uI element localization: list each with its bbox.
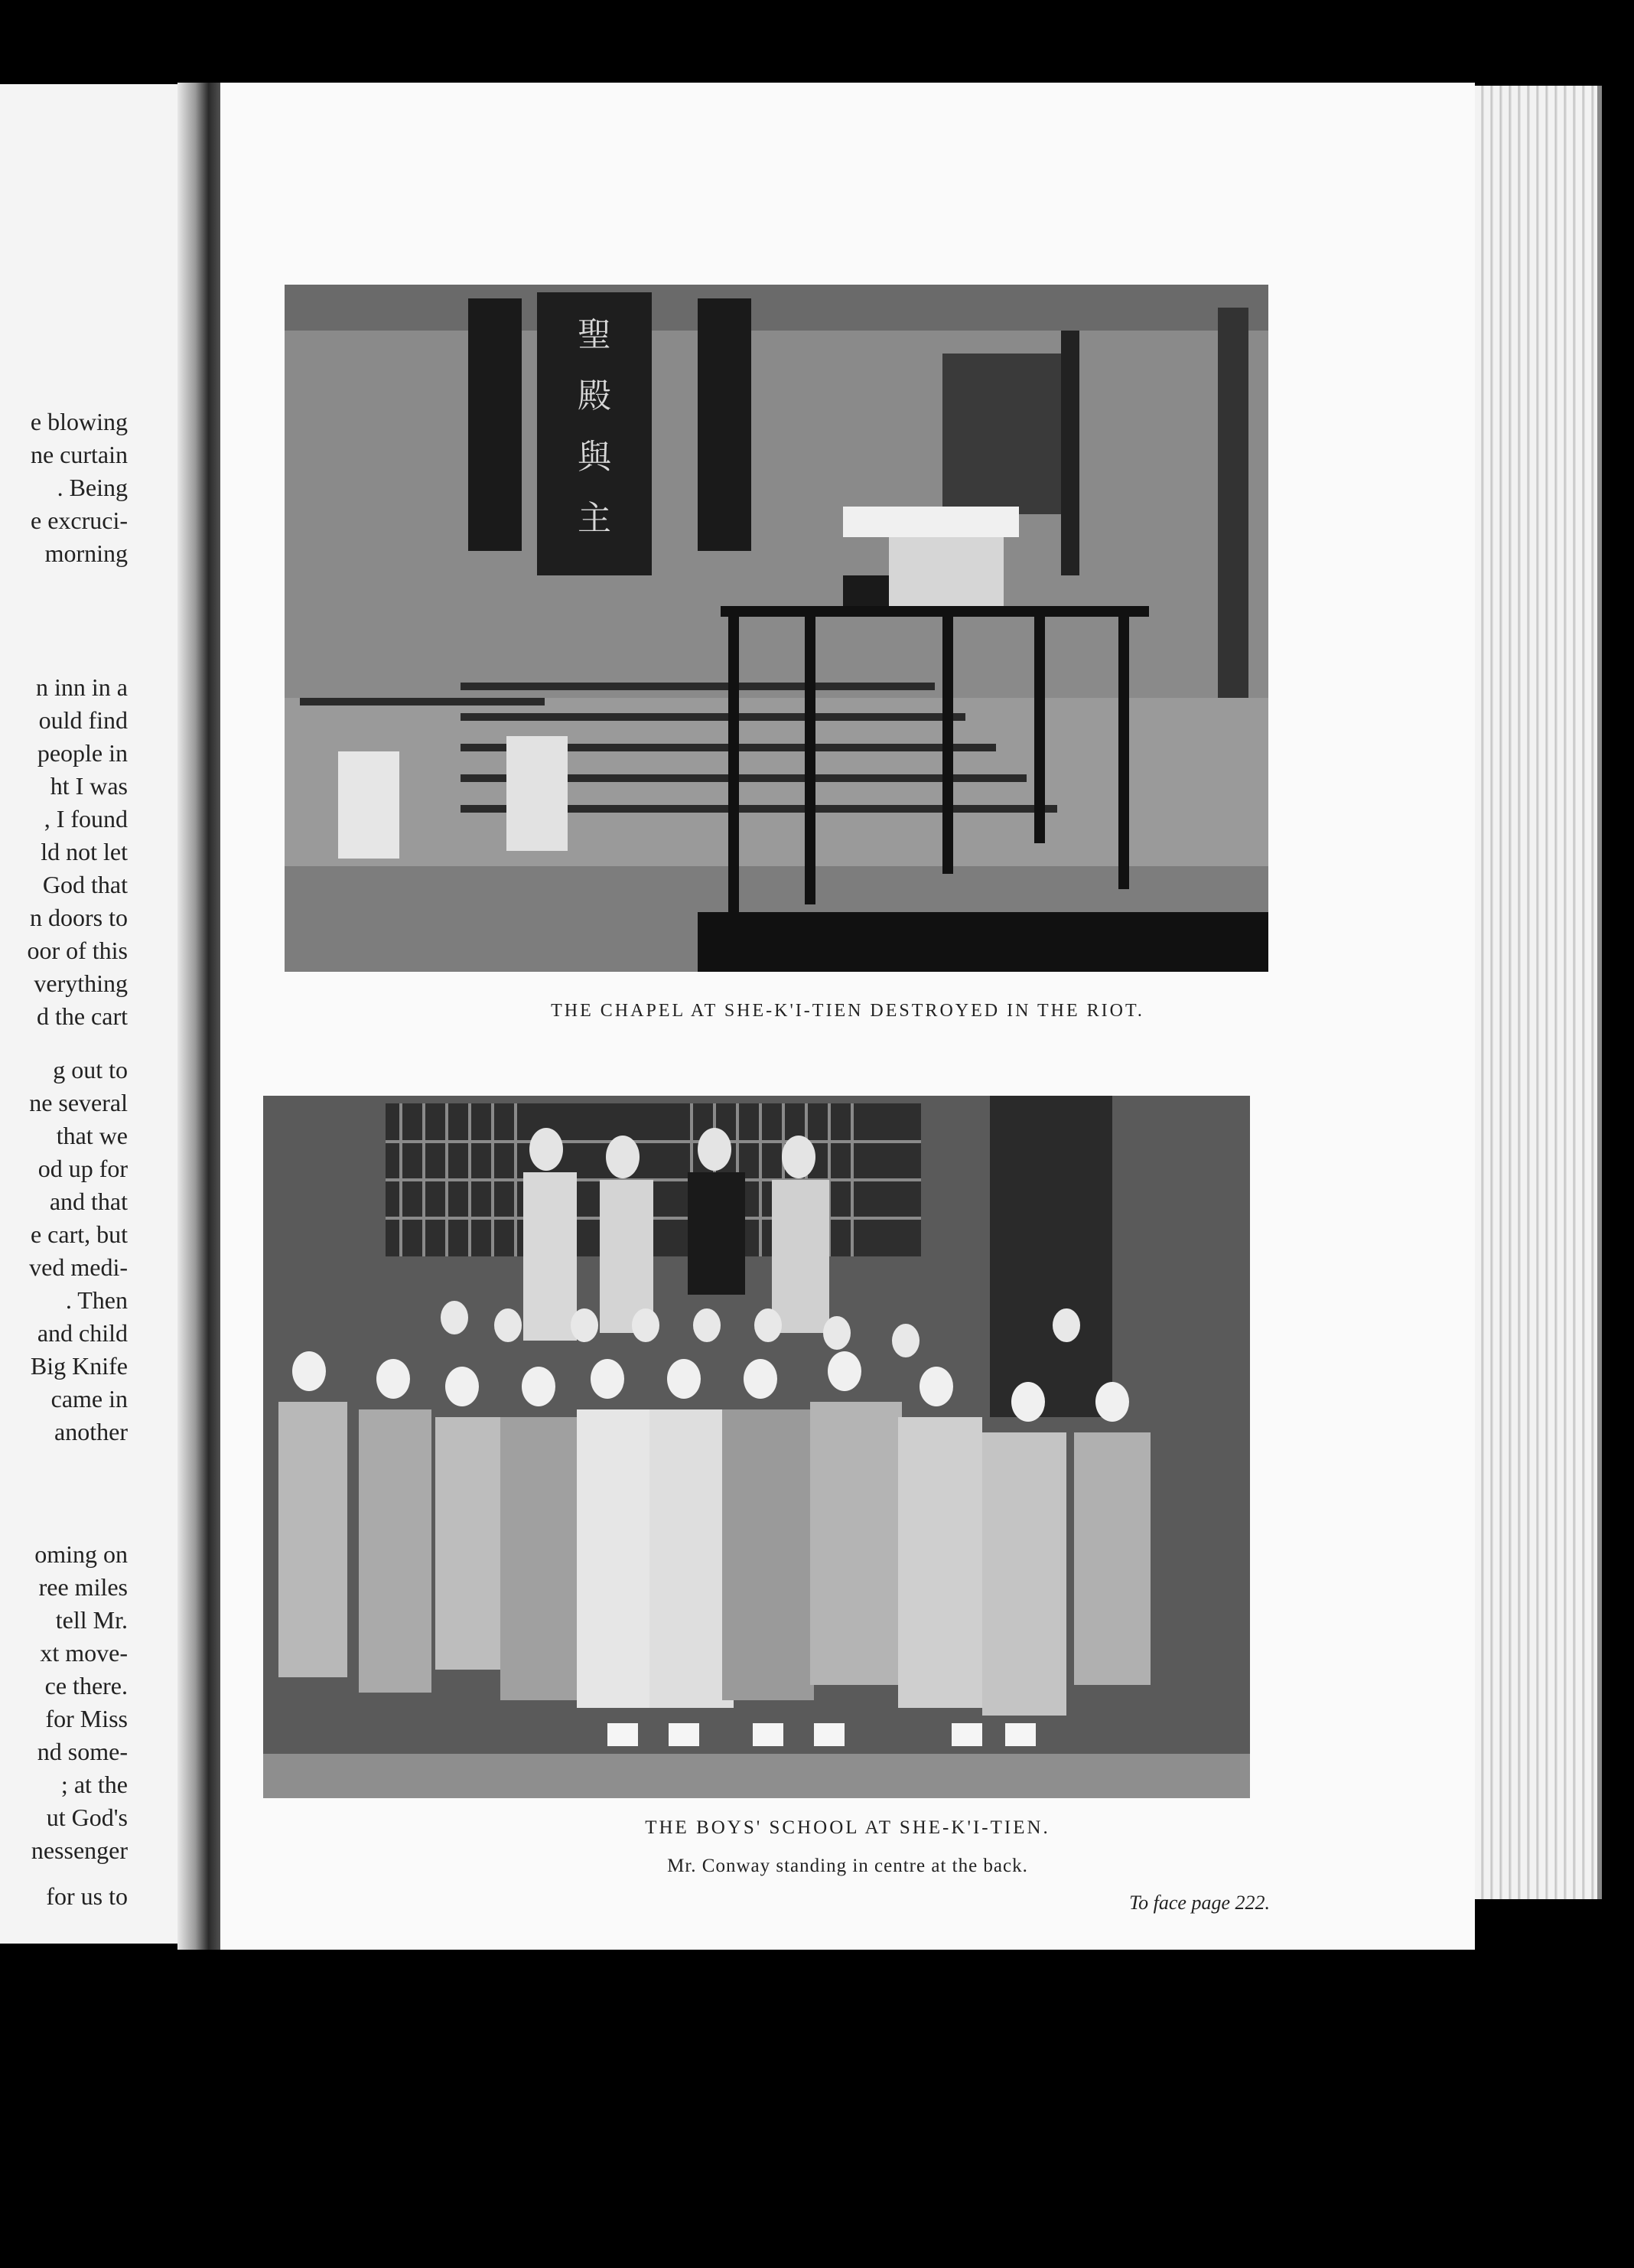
text-line: came in — [50, 1385, 128, 1413]
text-line: and that — [49, 1188, 128, 1215]
text-line: . Then — [65, 1286, 128, 1314]
text-line: for us to — [46, 1882, 128, 1910]
text-line: ould find — [38, 706, 128, 734]
text-line: od up for — [37, 1155, 128, 1182]
text-line: ved medi- — [29, 1253, 128, 1281]
text-line: tell Mr. — [55, 1606, 128, 1634]
children-robes — [278, 1402, 1151, 1716]
scroll-character: 與 — [578, 438, 611, 477]
text-line: g out to — [53, 1056, 128, 1083]
text-line: morning — [44, 539, 128, 567]
school-photo-drawing — [263, 1096, 1250, 1798]
text-line: oming on — [34, 1540, 128, 1568]
text-line: ree miles — [38, 1573, 128, 1601]
scroll-character: 聖 — [578, 315, 611, 354]
text-line: e excruci- — [30, 507, 128, 534]
text-line: nessenger — [31, 1836, 128, 1864]
text-line: , I found — [44, 805, 128, 833]
left-page — [0, 84, 200, 1944]
text-line: ut God's — [46, 1804, 128, 1831]
text-line: ne several — [29, 1089, 128, 1116]
text-line: ce there. — [44, 1672, 128, 1699]
face-page-note: To face page 222. — [1129, 1892, 1270, 1914]
text-line: ld not let — [41, 838, 128, 865]
text-line: n inn in a — [36, 673, 128, 701]
text-line: God that — [42, 871, 128, 898]
text-line: verything — [34, 969, 128, 997]
text-line: nd some- — [37, 1738, 128, 1765]
chapel-photo — [285, 285, 1268, 972]
school-subcaption: Mr. Conway standing in centre at the back. — [667, 1856, 1028, 1876]
text-line: for Miss — [45, 1705, 128, 1732]
scroll-character: 殿 — [578, 376, 611, 415]
text-line: ne curtain — [30, 441, 128, 468]
text-line: e cart, but — [30, 1220, 128, 1248]
text-line: xt move- — [40, 1639, 128, 1667]
text-line: n doors to — [30, 904, 128, 931]
text-line: people in — [37, 739, 128, 767]
book-gutter — [177, 83, 222, 1950]
text-line: ; at the — [60, 1771, 128, 1798]
chapel-caption: THE CHAPEL AT SHE-K'I-TIEN DESTROYED IN THE RIOT. — [551, 1001, 1144, 1021]
text-line: d the cart — [36, 1002, 128, 1030]
text-line: ht I was — [50, 772, 128, 800]
text-line: oor of this — [27, 937, 128, 964]
text-line: and child — [37, 1319, 128, 1347]
school-photo — [263, 1096, 1250, 1798]
text-line: e blowing — [30, 408, 128, 435]
text-line: . Being — [57, 474, 128, 501]
scroll-character: 主 — [578, 499, 611, 538]
text-line: another — [54, 1418, 128, 1445]
school-caption: THE BOYS' SCHOOL AT SHE-K'I-TIEN. — [645, 1817, 1050, 1838]
chapel-photo-drawing — [285, 285, 1268, 972]
page-edges — [1475, 86, 1602, 1899]
text-line: Big Knife — [30, 1352, 128, 1380]
text-line: that we — [56, 1122, 128, 1149]
